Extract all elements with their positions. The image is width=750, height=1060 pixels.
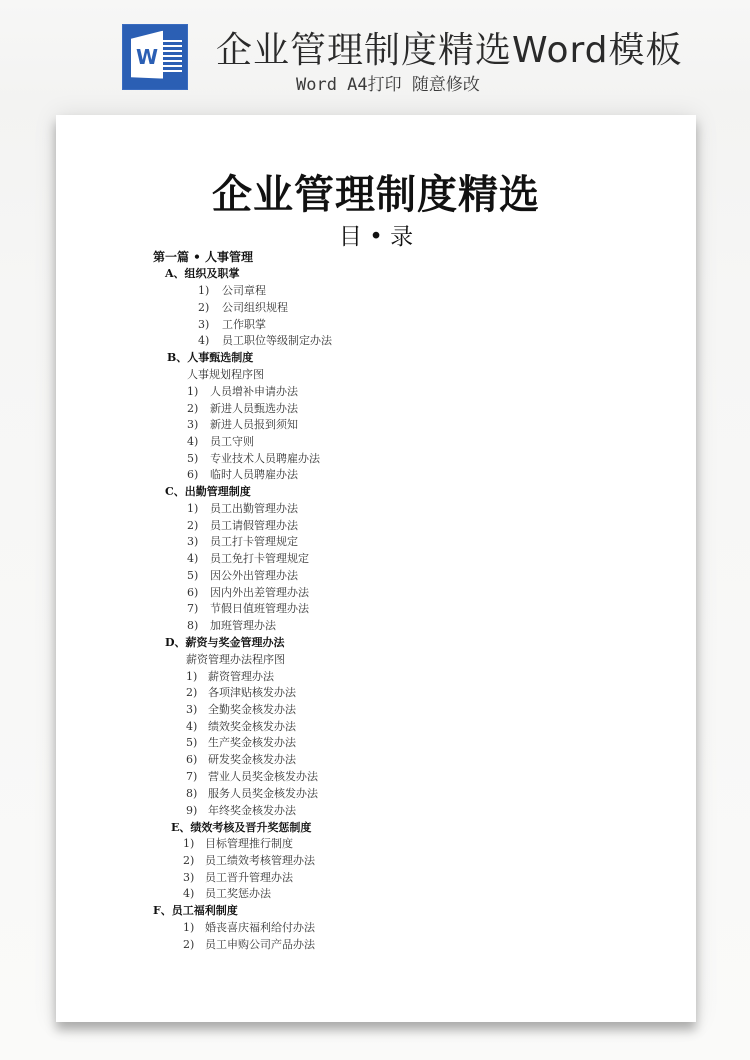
toc-heading: 目 • 录 (338, 224, 414, 250)
toc-section-heading: B、人事甄选制度 (167, 351, 254, 364)
banner-title: 企业管理制度精选Word模板 (216, 30, 683, 71)
document-page (56, 115, 696, 1022)
toc-section-heading: A、组织及职掌 (165, 267, 240, 280)
word-icon-letter: W (135, 45, 159, 69)
toc-part-heading: 第一篇 • 人事管理 (153, 250, 254, 264)
word-icon-lines (163, 40, 182, 75)
word-icon (122, 24, 188, 90)
toc-section-heading: C、出勤管理制度 (165, 485, 251, 498)
document-title: 企业管理制度精选 (212, 171, 540, 218)
toc-section-heading: E、绩效考核及晋升奖惩制度 (171, 821, 312, 834)
banner-header (0, 0, 750, 110)
banner-subtitle: Word A4打印 随意修改 (296, 75, 480, 95)
toc-intro: 薪资管理办法程序图 (186, 653, 285, 666)
toc-section-heading: D、薪资与奖金管理办法 (165, 636, 285, 649)
toc-intro: 人事规划程序图 (187, 368, 264, 381)
table-of-contents: 第一篇 • 人事管理 A、组织及职掌 1) 公司章程 2) 公司组织规程 3) 工作职掌 4) 员工职位等级制定办法 B、人事甄选制度 人事规划程序图 1) 人员增补申请办法 2) 新进人员甄选办法 3) 新进人员报到须知 4) 员工守则 5) 专业技术人员聘雇办法 6) 临时人员聘雇办法 C、出勤管理制度 1) 员工出勤管理办法 2) 员工请假管理办法 3) 员工打卡管理规定 4) 员工免打卡管理规定 5) 因公外出管理办法 6) 因内外出差管理办法 7) 节假日值班管理办法 8) 加班管理办法 D、薪资与奖金管理办法 薪资管理办法程序图 1) 薪资管理办法 2) 各项津贴核发办法 3) 全勤奖金核发办法 4) 绩效奖金核发办法 5) 生产奖金核发办法 6) 研发奖金核发办法 7) 营业人员奖金核发办法 8) 服务人员奖金核发办法 9) 年终奖金核发办法 E、绩效考核及晋升奖惩制度 1) 目标管理推行制度 2) 员工绩效考核管理办法 3) 员工晋升管理办法 4) 员工奖惩办法 F、员工福利制度 1) 婚丧喜庆福利给付办法 2) 员工申购公司产品办法 (153, 250, 332, 951)
toc-section-heading: F、员工福利制度 (153, 904, 238, 917)
